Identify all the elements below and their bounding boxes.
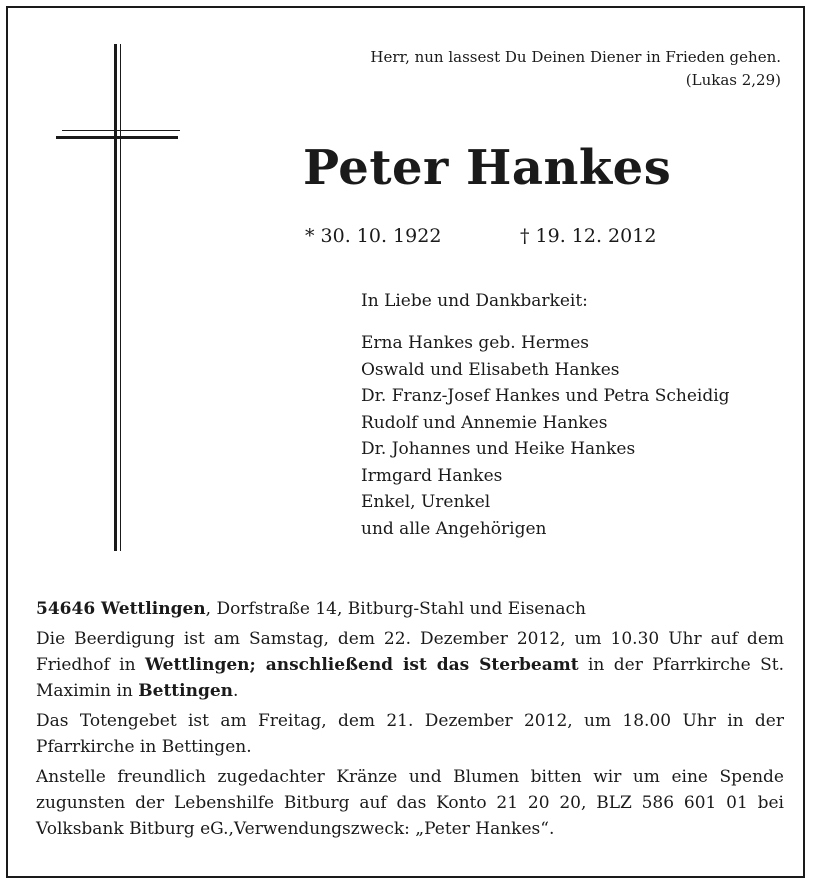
mourner-name: Oswald und Elisabeth Hankes	[361, 359, 620, 380]
cross-vertical-line	[120, 44, 121, 551]
mourner-name: Dr. Johannes und Heike Hankes	[361, 439, 636, 459]
church-town: Bettingen	[138, 681, 234, 701]
address-postal-town: 54646 Wettlingen	[36, 599, 206, 619]
mourners-heading: In Liebe und Dankbarkeit:	[361, 291, 588, 311]
mourners-list	[361, 330, 730, 542]
funeral-text: in der Pfarrkirche St. Maximin in	[36, 655, 784, 701]
mourner-name: Erna Hankes geb. Hermes	[361, 333, 589, 353]
mourner-name: Dr. Franz-Josef Hankes und Petra Scheidig	[361, 386, 730, 406]
prayer-info: Das Totengebet ist am Freitag, dem 21. Dezember 2012, um 18.00 Uhr in der Pfarrkirche in Bettingen.	[36, 711, 784, 757]
deceased-name: Peter Hankes	[303, 140, 672, 196]
birth-date: * 30. 10. 1922	[305, 225, 442, 247]
funeral-place: Wettlingen; anschließend ist das Sterbeamt	[144, 655, 579, 675]
bible-verse: Herr, nun lassest Du Deinen Diener in Frieden gehen.	[370, 48, 781, 66]
donation-info: Anstelle freundlich zugedachter Kränze und Blumen bitten wir um eine Spende zugunsten der Lebenshilfe Bitburg auf das Konto 21 20 20, BLZ 586 601 01 bei Volksbank Bitburg eG.,Verwendungszweck: „Peter Hankes“.	[36, 767, 784, 839]
cross-horizontal-bar	[56, 136, 178, 139]
address-line	[36, 596, 784, 622]
mourner-name: Rudolf und Annemie Hankes	[361, 412, 608, 433]
bible-verse-reference: (Lukas 2,29)	[685, 71, 781, 89]
cross-horizontal-line	[62, 130, 180, 131]
cross-vertical-bar	[114, 44, 117, 551]
mourner-name: und alle Angehörigen	[361, 518, 547, 539]
death-date: † 19. 12. 2012	[520, 225, 657, 247]
mourner-name: Enkel, Urenkel	[361, 492, 491, 512]
funeral-text: Die Beerdigung ist am Samstag, dem 22. Dezember 2012, um 10.30 Uhr auf dem Friedhof in	[36, 629, 784, 675]
mourner-name: Irmgard Hankes	[361, 465, 503, 486]
funeral-text: .	[233, 681, 239, 701]
notice-body	[36, 596, 784, 846]
address-rest: , Dorfstraße 14, Bitburg-Stahl und Eisenach	[205, 599, 586, 619]
funeral-info	[36, 626, 784, 704]
